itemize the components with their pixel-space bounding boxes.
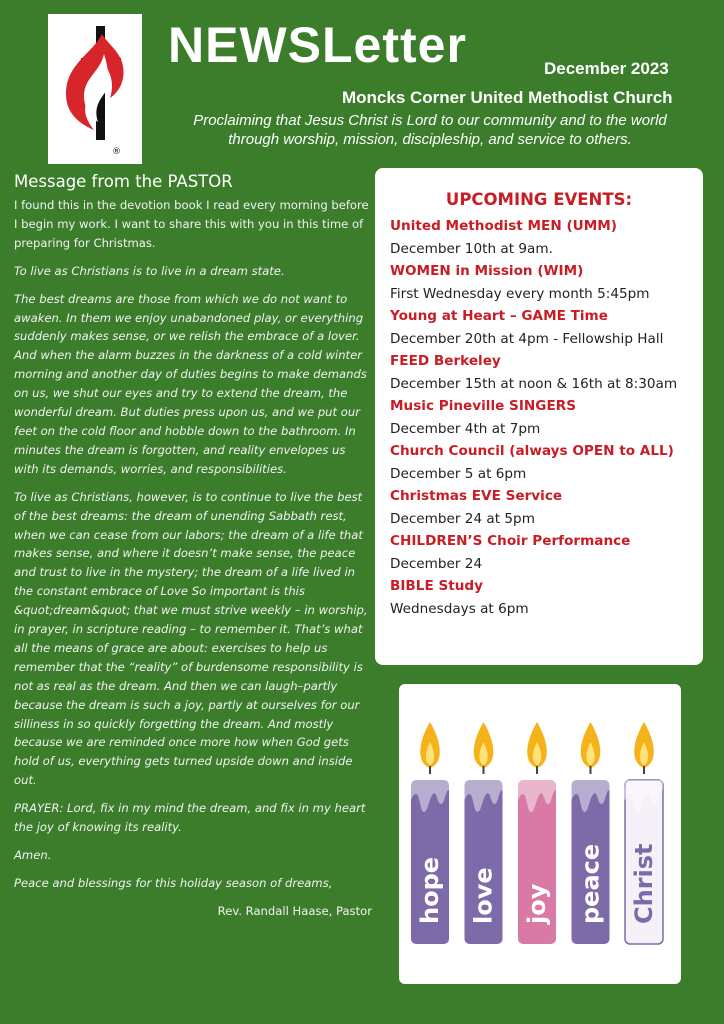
event-detail: December 10th at 9am. — [390, 240, 553, 257]
event-detail: Wednesdays at 6pm — [390, 600, 529, 617]
candle-word: Christ — [630, 843, 658, 924]
candle-peace — [570, 722, 610, 944]
pastor-amen: Amen. — [14, 848, 52, 862]
pastor-message — [14, 172, 372, 930]
event-detail: December 20th at 4pm - Fellowship Hall — [390, 330, 664, 347]
event-name: Young at Heart – GAME Time — [390, 308, 608, 324]
event-detail: December 24 — [390, 555, 483, 572]
event-name: United Methodist MEN (UMM) — [390, 218, 617, 234]
event-item — [390, 530, 703, 575]
pastor-paragraph-2: The best dreams are those from which we do not want to awaken. In them we enjoy unabandoned play, or everything suddenly makes sense, or we relish the embrace of a lover. And when the alarm buzzes in the darkness of a cold winter morning and another day of duties begins to make demands on us, we shut our eyes and try to extend the dream, the wonderful dream. But duties press upon us, and we put our feet on the cold floor and hobble down to the bathroom. In minutes the dream is forgotten, and reality envelopes us with its demands, worries, and responsibilities. — [14, 291, 367, 476]
candle-hope — [409, 722, 449, 944]
upcoming-events-panel — [375, 168, 703, 665]
advent-candles-illustration — [399, 684, 681, 984]
pastor-signature: Rev. Randall Haase, Pastor — [217, 903, 372, 918]
methodist-cross-flame-logo — [48, 14, 142, 164]
event-item — [390, 575, 703, 620]
event-detail: December 15th at noon & 16th at 8:30am — [390, 375, 678, 392]
event-name: CHILDREN’S Choir Performance — [390, 533, 631, 549]
pastor-paragraph-1: To live as Christians is to live in a dream state. — [14, 263, 285, 278]
pastor-intro: I found this in the devotion book I read every morning before I begin my work. I want to share this with you in this time of preparing for Christmas. — [14, 198, 369, 250]
candle-word: love — [469, 867, 498, 924]
candle-word: joy — [523, 883, 551, 924]
event-item — [390, 305, 703, 350]
event-name: Church Council (always OPEN to ALL) — [390, 443, 674, 459]
event-detail: First Wednesday every month 5:45pm — [390, 285, 650, 302]
registered-mark: ® — [112, 147, 121, 157]
event-item — [390, 440, 703, 485]
event-name: FEED Berkeley — [390, 353, 501, 369]
event-item — [390, 395, 703, 440]
newsletter-title: NEWSLetter — [168, 17, 467, 73]
event-name: Christmas EVE Service — [390, 488, 563, 504]
event-name: WOMEN in Mission (WIM) — [390, 263, 584, 279]
candle-christ — [623, 722, 663, 944]
event-item — [390, 350, 703, 395]
pastor-closing: Peace and blessings for this holiday season of dreams, — [14, 875, 333, 890]
events-heading: UPCOMING EVENTS: — [445, 190, 633, 209]
event-name: BIBLE Study — [390, 578, 484, 594]
event-detail: December 4th at 7pm — [390, 420, 541, 437]
pastor-prayer: PRAYER: Lord, fix in my mind the dream, and fix in my heart the joy of knowing its reality. — [14, 801, 366, 835]
newsletter-date: December 2023 — [544, 59, 669, 78]
event-item — [390, 215, 703, 260]
candle-word: hope — [416, 856, 444, 924]
pastor-paragraph-3: To live as Christians, however, is to continue to live the best of the best dreams: the dream of unending Sabbath rest, when we can cease from our labors; the dream of a life that makes sense, and where it doesn’t make sense, the peace and trust to live in the mystery; the dream of a life lived in the constant embrace of Love So important is this &quot;dream&quot; that we must strive weekly – in worship, in prayer, in scripture reading – to remember it. That’s what all the means of grace are about: exercises to help us remember that the “reality” of burdensome responsibility is not as real as the dream. And then we can laugh–partly because the dream is such a joy, partly at ourselves for our silliness in so quickly forgetting the dream. And mostly because we are reminded once more how when God gets hold of us, everything gets turned upside down and inside out. — [14, 489, 368, 788]
candle-love — [463, 722, 503, 944]
pastor-heading: Message from the PASTOR — [14, 172, 233, 191]
church-name: Moncks Corner United Methodist Church — [342, 88, 673, 107]
event-name: Music Pineville SINGERS — [390, 398, 576, 414]
candle-joy — [516, 722, 556, 944]
mission-statement: Proclaiming that Jesus Christ is Lord to our community and to the world through worship, mission, discipleship, and service to others. — [193, 112, 667, 148]
event-item — [390, 485, 703, 530]
events-list — [375, 215, 703, 620]
event-item — [390, 260, 703, 305]
candle-word: peace — [576, 843, 605, 924]
advent-candles-image — [399, 684, 681, 984]
event-detail: December 24 at 5pm — [390, 510, 535, 527]
event-detail: December 5 at 6pm — [390, 465, 527, 482]
